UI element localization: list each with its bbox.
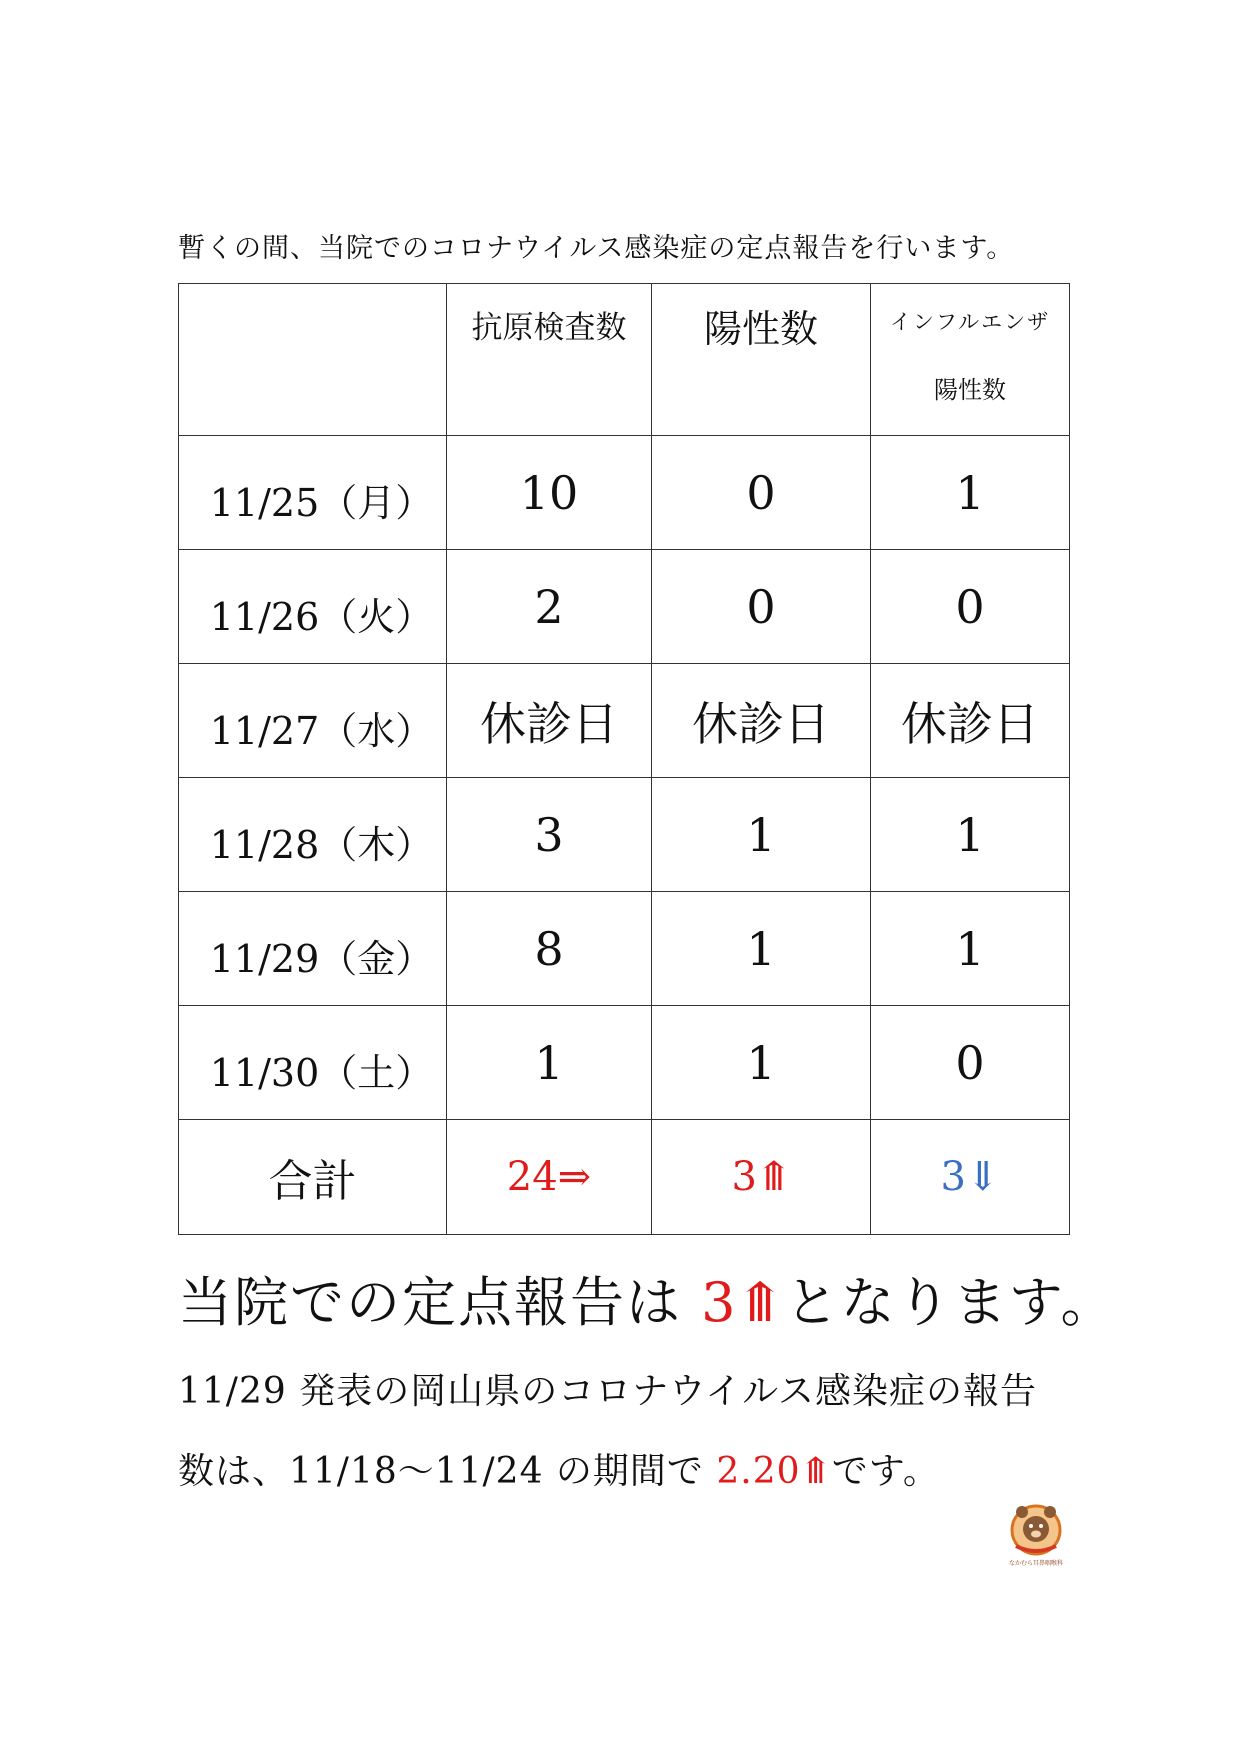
positive-cell: 1: [652, 1006, 871, 1120]
svg-text:なかむら耳鼻咽喉科: なかむら耳鼻咽喉科: [1008, 1560, 1064, 1567]
intro-text: 暫くの間、当院でのコロナウイルス感染症の定点報告を行います。: [178, 233, 1015, 264]
header-flu: [871, 284, 1070, 436]
prefecture-report-line2: 数は、11/18～11/24 の期間で 2.20⤊です。: [178, 1451, 940, 1492]
antigen-cell: 10: [447, 436, 652, 550]
positive-cell: 1: [652, 778, 871, 892]
summary-statement: 当院での定点報告は 3⤊となります。: [178, 1271, 1117, 1334]
header-flu-line2: 陽性数: [934, 376, 1006, 404]
total-antigen-cell: 24⇒: [447, 1120, 652, 1235]
clinic-logo: [1006, 1502, 1066, 1568]
header-flu-line1: インフルエンザ: [889, 310, 1051, 334]
table-row: [179, 892, 1070, 1006]
total-positive-cell: 3⤊: [652, 1120, 871, 1235]
prefecture-value: 2.20⤊: [716, 1451, 832, 1492]
date-cell: 11/29（金）: [179, 892, 447, 1006]
positive-cell: 休診日: [652, 664, 871, 778]
antigen-cell: 2: [447, 550, 652, 664]
positive-cell: 0: [652, 550, 871, 664]
flu-cell: 1: [871, 436, 1070, 550]
header-empty-cell: [179, 284, 447, 436]
total-label-cell: 合計: [179, 1120, 447, 1235]
flu-cell: 0: [871, 550, 1070, 664]
header-row: [179, 284, 1070, 436]
positive-cell: 0: [652, 436, 871, 550]
table-row: [179, 436, 1070, 550]
date-cell: 11/27（水）: [179, 664, 447, 778]
header-antigen: 抗原検査数: [447, 284, 652, 436]
antigen-cell: 休診日: [447, 664, 652, 778]
date-cell: 11/26（火）: [179, 550, 447, 664]
flu-cell: 0: [871, 1006, 1070, 1120]
summary-value: 3⤊: [701, 1271, 785, 1334]
antigen-cell: 3: [447, 778, 652, 892]
report-table: [178, 283, 1070, 1235]
date-cell: 11/28（木）: [179, 778, 447, 892]
prefecture-report-line1: 11/29 発表の岡山県のコロナウイルス感染症の報告: [178, 1371, 1038, 1412]
positive-cell: 1: [652, 892, 871, 1006]
date-cell: 11/25（月）: [179, 436, 447, 550]
flu-cell: 1: [871, 892, 1070, 1006]
table-row: [179, 1006, 1070, 1120]
flu-cell: 休診日: [871, 664, 1070, 778]
date-cell: 11/30（土）: [179, 1006, 447, 1120]
total-row: [179, 1120, 1070, 1235]
antigen-cell: 8: [447, 892, 652, 1006]
header-positive: 陽性数: [652, 284, 871, 436]
table-row: [179, 778, 1070, 892]
table-row: [179, 550, 1070, 664]
table-row: [179, 664, 1070, 778]
total-flu-cell: 3⇓: [871, 1120, 1070, 1235]
antigen-cell: 1: [447, 1006, 652, 1120]
flu-cell: 1: [871, 778, 1070, 892]
